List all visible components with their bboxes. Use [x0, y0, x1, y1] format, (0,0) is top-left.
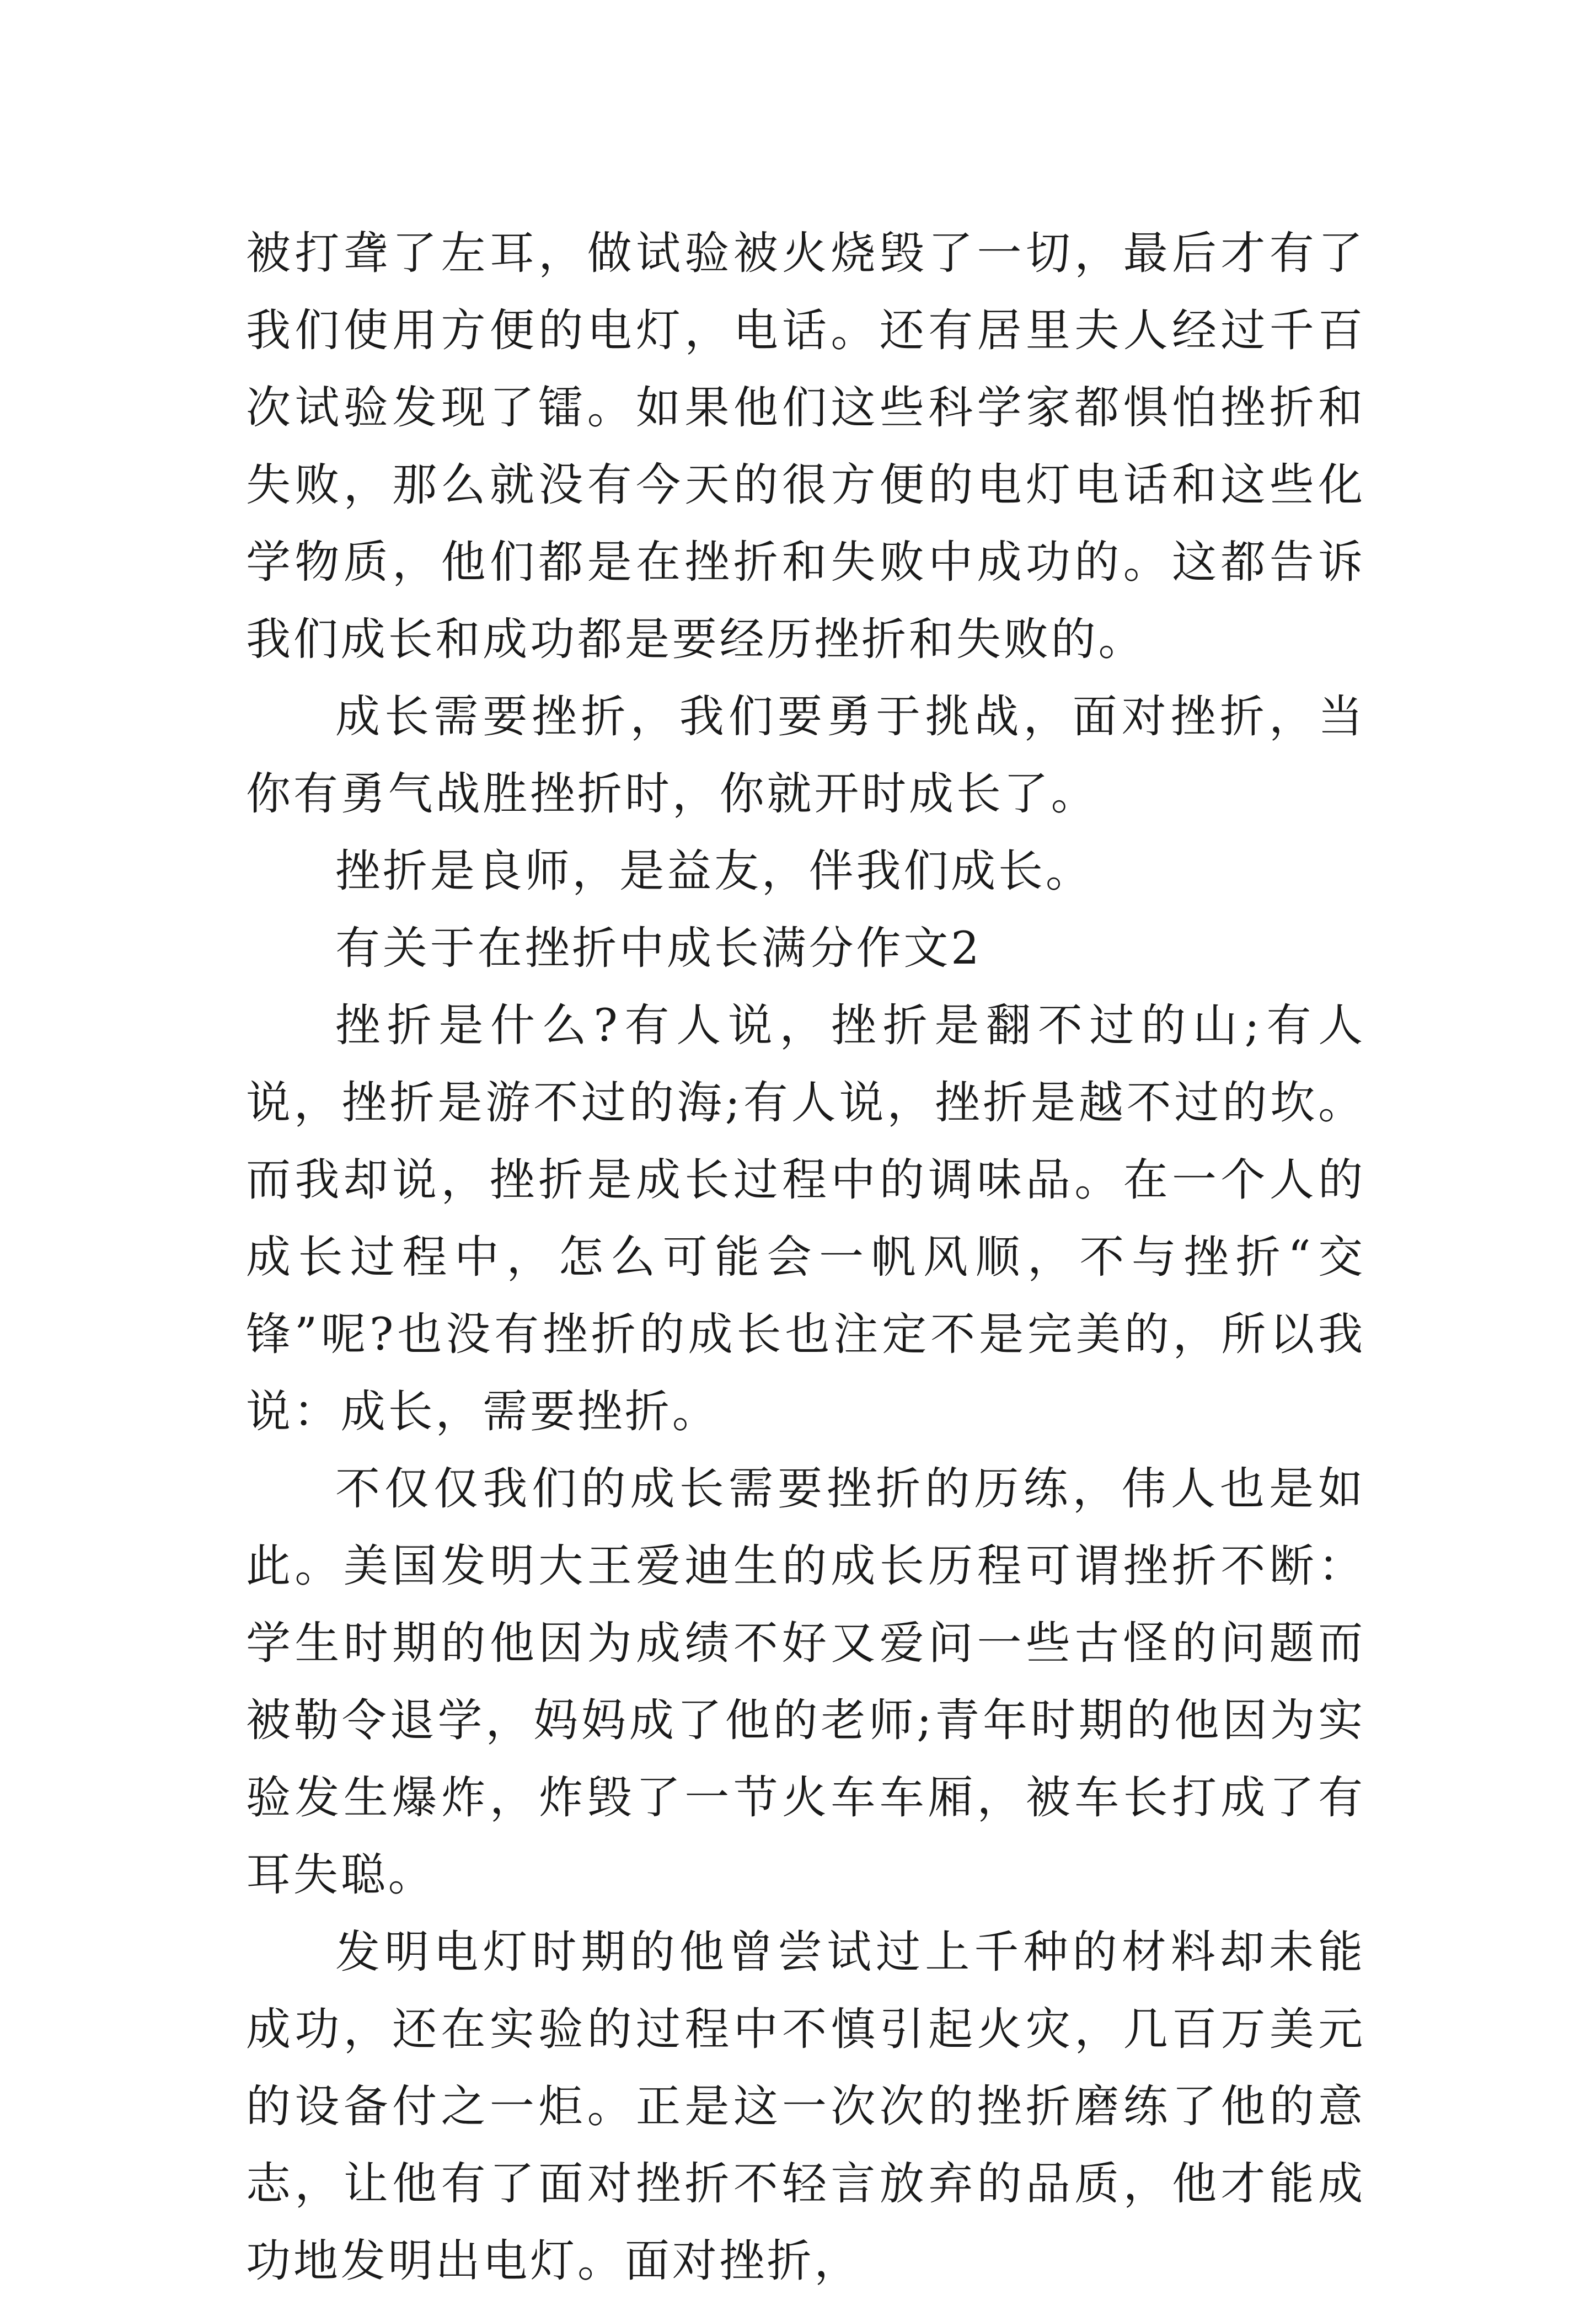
paragraph-2: 成长需要挫折，我们要勇于挑战，面对挫折，当你有勇气战胜挫折时，你就开时成长了。 — [246, 691, 1365, 820]
essay-title: 有关于在挫折中成长满分作文2 — [335, 923, 982, 975]
paragraph-3: 挫折是良师，是益友，伴我们成长。 — [335, 846, 1093, 897]
paragraph-4: 挫折是什么?有人说，挫折是翻不过的山;有人说，挫折是游不过的海;有人说，挫折是越不过的坎。而我却说，挫折是成长过程中的调味品。在一个人的成长过程中，怎么可能会一帆风顺，不与挫折“交锋”呢?也没有挫折的成长也注定不是完美的，所以我说：成长，需要挫折。 — [246, 1000, 1365, 1438]
paragraph-6: 发明电灯时期的他曾尝试过上千种的材料却未能成功，还在实验的过程中不慎引起火灾，几百万美元的设备付之一炬。正是这一次次的挫折磨练了他的意志，让他有了面对挫折不轻言放弃的品质，他才能成功地发明出电灯。面对挫折， — [246, 1927, 1365, 2287]
paragraph-5: 不仅仅我们的成长需要挫折的历练，伟人也是如此。美国发明大王爱迪生的成长历程可谓挫折不断：学生时期的他因为成绩不好又爱问一些古怪的问题而被勒令退学，妈妈成了他的老师;青年时期的他因为实验发生爆炸，炸毁了一节火车车厢，被车长打成了有耳失聪。 — [246, 1463, 1365, 1901]
body-text — [246, 215, 1365, 2300]
paragraph-1: 被打聋了左耳，做试验被火烧毁了一切，最后才有了我们使用方便的电灯，电话。还有居里夫人经过千百次试验发现了镭。如果他们这些科学家都惧怕挫折和失败，那么就没有今天的很方便的电灯电话和这些化学物质，他们都是在挫折和失败中成功的。这都告诉我们成长和成功都是要经历挫折和失败的。 — [246, 228, 1365, 666]
